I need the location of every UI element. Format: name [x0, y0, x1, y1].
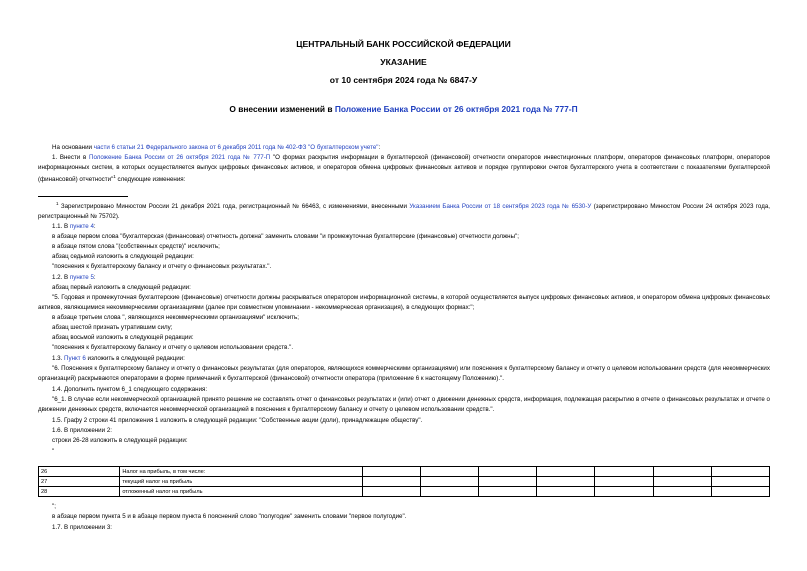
- footnote-suffix: (зарегистрировано Минюстом России 24 октября 2023 года, регистрационный № 75702).: [38, 203, 771, 220]
- row-number: 27: [39, 477, 120, 487]
- item-1-4-a: "6_1. В случае если некоммерческой организацией принято решение не составлять отчет о финансовых результатах и (или) отчет о движении денежных средств, информация, подлежащая раскрытию в отчете о финансовых результатах и отчете о движении денежных средств, включается некоммерческой организацией в пояснения к бухгалтерскому балансу и отчету о целевом использовании средств.".: [38, 396, 770, 413]
- footnote-prefix: Зарегистрировано Минюстом России 21 декабря 2021 года, регистрационный № 66463, с изменениями, внесенными: [58, 203, 410, 211]
- table-row: [39, 467, 770, 477]
- item-1-2-a: абзац первый изложить в следующей редакции:: [52, 284, 191, 291]
- footnote-separator: [38, 196, 128, 197]
- row-number: 28: [39, 487, 120, 497]
- item-1-2-suffix: :: [93, 274, 96, 281]
- item-1-suffix: следующие изменения:: [115, 176, 186, 184]
- item-1-2-e: абзац восьмой изложить в следующей редакции:: [52, 334, 194, 341]
- empty-cell: [537, 477, 595, 487]
- item-1-1-d: "пояснения к бухгалтерскому балансу и отчету о финансовых результатах.".: [52, 263, 272, 270]
- footnote-mark: 1: [113, 174, 116, 180]
- item-1-7: 1.7. В приложении 3:: [52, 524, 112, 531]
- row-label: отложенный налог на прибыль: [120, 487, 362, 497]
- item-1-1-heading: [52, 222, 96, 232]
- basis-prefix: На основании: [52, 144, 94, 151]
- empty-cell: [653, 477, 711, 487]
- item-1-6-b: в абзаце первом пункта 5 и в абзаце первом пункта 6 пояснений слово "полугодие" заменить словами "первое полугодие".: [52, 513, 407, 520]
- item-1-1-suffix: :: [93, 223, 96, 230]
- basis-law-link[interactable]: части 6 статьи 21 Федерального закона от 6 декабря 2011 года № 402-ФЗ "О бухгалтерском учете": [93, 144, 379, 151]
- item-1-prefix: 1. Внести в: [52, 154, 89, 161]
- document-type: УКАЗАНИЕ: [380, 57, 427, 67]
- item-1-4: 1.4. Дополнить пунктом 6_1 следующего содержания:: [52, 386, 208, 393]
- item-1-1-c: абзац седьмой изложить в следующей редакции:: [52, 253, 194, 260]
- item-1-2-heading: [52, 273, 96, 283]
- empty-cell: [537, 467, 595, 477]
- item-1-3-a: "6. Пояснения к бухгалтерскому балансу и отчету о финансовых результатах (для операторов, являющихся коммерческими организациями) или пояснения к бухгалтерскому балансу и отчету о целевом использовании средств (для некоммерческих организаций) раскрываются операторами в форме примечаний к бухгалтерской (финансовой) отчетности оператора (приложение 6 к настоящему Положению).".: [38, 365, 770, 382]
- empty-cell: [362, 467, 420, 477]
- footnote-text: [38, 199, 770, 221]
- item-1-1-a: в абзаце первом слова "бухгалтерская (финансовая) отчетность должна" заменить словами "и промежуточная бухгалтерские (финансовые) отчетности должны";: [52, 233, 519, 240]
- item-1-1-b: в абзаце пятом слова "(собственных средств)" исключить;: [52, 243, 220, 250]
- table-row: [39, 487, 770, 497]
- empty-cell: [420, 477, 478, 487]
- empty-cell: [420, 467, 478, 477]
- empty-cell: [595, 477, 653, 487]
- empty-cell: [362, 477, 420, 487]
- empty-cell: [479, 477, 537, 487]
- item-1-1-prefix: 1.1. В: [52, 223, 70, 230]
- empty-cell: [479, 487, 537, 497]
- basis-suffix: :: [378, 144, 381, 151]
- empty-cell: [595, 487, 653, 497]
- empty-cell: [420, 487, 478, 497]
- footnote-amendment-link[interactable]: Указанием Банка России от 18 сентября 2023 года № 6530-У: [409, 203, 592, 211]
- item-1-body: "О формах раскрытия информации в бухгалтерской (финансовой) отчетности операторов инвестиционных платформ, операторов финансовых платформ, операторов информационных систем, в которых осуществляется выпуск цифровых финансовых активов, и операторов обмена цифровых финансовых активов и порядке группировки счетов бухгалтерского учета в соответствии с показателями бухгалтерской (финансовой) отчетности": [38, 154, 771, 184]
- replacement-rows-table: [38, 466, 770, 497]
- title-regulation-link[interactable]: Положение Банка России от 26 октября 2021 года № 777-П: [334, 104, 578, 114]
- item-1-3-heading: [52, 354, 185, 364]
- item-1-2-link[interactable]: пункте 5: [69, 274, 94, 281]
- issuer-heading: ЦЕНТРАЛЬНЫЙ БАНК РОССИЙСКОЙ ФЕДЕРАЦИИ: [296, 39, 511, 49]
- item-1-3-prefix: 1.3.: [52, 355, 65, 362]
- row-number: 26: [39, 467, 120, 477]
- row-label: Налог на прибыль, в том числе:: [120, 467, 362, 477]
- item-1-1-link[interactable]: пункте 4: [69, 223, 94, 230]
- item-1-6: 1.6. В приложении 2:: [52, 427, 112, 434]
- title-prefix: О внесении изменений в: [229, 104, 335, 114]
- item-1-regulation-link[interactable]: Положение Банка России от 26 октября 2021 года № 777-П: [89, 154, 271, 161]
- item-1-2-d: абзац шестой признать утратившим силу;: [52, 324, 173, 331]
- empty-cell: [711, 467, 769, 477]
- item-1-2-c: в абзаце третьем слова ", являющихся некоммерческими организациями" исключить;: [52, 314, 299, 321]
- item-1-6-a: строки 26-28 изложить в следующей редакции:: [52, 437, 188, 444]
- item-1-5: 1.5. Графу 2 строки 41 приложения 1 изложить в следующей редакции: "Собственные акции (доли), принадлежащие обществу".: [52, 417, 423, 424]
- item-1-3-link[interactable]: Пункт 6: [64, 355, 86, 362]
- document-date-number: от 10 сентября 2024 года № 6847-У: [329, 75, 478, 85]
- item-1-3-suffix: изложить в следующей редакции:: [85, 355, 185, 362]
- table-row: [39, 477, 770, 487]
- empty-cell: [537, 487, 595, 497]
- empty-cell: [362, 487, 420, 497]
- row-label: текущий налог на прибыль: [120, 477, 362, 487]
- table-open-quote: ": [52, 448, 55, 455]
- item-1-paragraph: [38, 153, 770, 185]
- empty-cell: [653, 467, 711, 477]
- basis-paragraph: [52, 143, 380, 153]
- empty-cell: [653, 487, 711, 497]
- item-1-2-prefix: 1.2. В: [52, 274, 70, 281]
- item-1-2-b: "5. Годовая и промежуточная бухгалтерские (финансовые) отчетности должны раскрываться оператором информационной системы, в которой осуществляется выпуск цифровых финансовых активов, и оператором обмена цифровых финансовых активов, являющимися некоммерческими организациями (далее при совместном упоминании - некоммерческая организация), в следующих формах:";: [38, 294, 770, 311]
- table-close-quote: ";: [52, 503, 56, 510]
- empty-cell: [711, 487, 769, 497]
- item-1-2-f: "пояснения к бухгалтерскому балансу и отчету о целевом использовании средств.".: [52, 344, 294, 351]
- empty-cell: [479, 467, 537, 477]
- document-title: [0, 104, 807, 114]
- footnote-number: 1: [56, 201, 59, 206]
- empty-cell: [711, 477, 769, 487]
- empty-cell: [595, 467, 653, 477]
